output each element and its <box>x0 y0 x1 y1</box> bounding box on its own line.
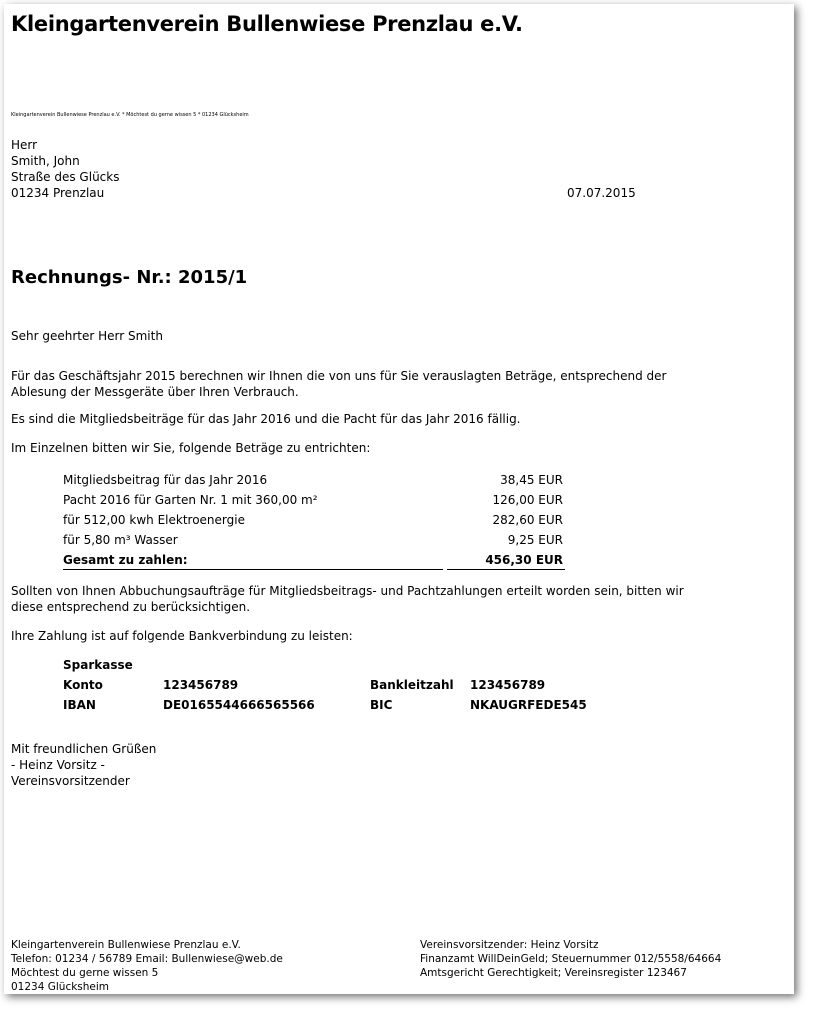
recipient-street: Straße des Glücks <box>11 170 120 184</box>
table-row <box>63 490 565 510</box>
total-label: Gesamt zu zahlen: <box>63 553 188 567</box>
table-row <box>63 510 565 530</box>
konto-label: Konto <box>63 678 103 692</box>
signer-role: Vereinsvorsitzender <box>11 774 130 788</box>
footer-line: Finanzamt WillDeinGeld; Steuernummer 012/5558/64664 <box>420 953 722 965</box>
footer-line: 01234 Glücksheim <box>11 981 110 993</box>
iban-value: DE0165544666565566 <box>163 698 315 712</box>
footer-line: Möchtest du gerne wissen 5 <box>11 967 159 979</box>
paragraph-direct-debit: Sollten von Ihnen Abbuchungsaufträge für Mitgliedsbeitrags- und Pachtzahlungen erteilt worden sein, bitten wir diese entsprechend zu berücksichtigen. <box>11 584 684 614</box>
item-description: Mitgliedsbeitrag für das Jahr 2016 <box>63 473 268 487</box>
total-row <box>63 550 565 570</box>
item-amount: 38,45 EUR <box>500 473 563 487</box>
item-description: Pacht 2016 für Garten Nr. 1 mit 360,00 m² <box>63 493 318 507</box>
item-description: für 512,00 kwh Elektroenergie <box>63 513 245 527</box>
bank-name: Sparkasse <box>63 658 133 672</box>
recipient-city: 01234 Prenzlau <box>11 186 105 200</box>
paragraph-bank-intro: Ihre Zahlung ist auf folgende Bankverbindung zu leisten: <box>11 629 353 643</box>
item-amount: 282,60 EUR <box>492 513 563 527</box>
total-amount-underline <box>447 569 565 570</box>
organization-title: Kleingartenverein Bullenwiese Prenzlau e.V. <box>11 12 523 36</box>
greeting: Sehr geehrter Herr Smith <box>11 329 163 343</box>
item-description: für 5,80 m³ Wasser <box>63 533 178 547</box>
total-label-underline <box>63 569 443 570</box>
total-amount: 456,30 EUR <box>485 553 563 567</box>
table-row <box>63 530 565 550</box>
footer-line: Vereinsvorsitzender: Heinz Vorsitz <box>420 939 599 951</box>
blz-value: 123456789 <box>470 678 546 692</box>
closing-regards: Mit freundlichen Grüßen <box>11 742 157 756</box>
konto-value: 123456789 <box>163 678 239 692</box>
blz-label: Bankleitzahl <box>370 678 454 692</box>
invoice-page <box>4 4 794 994</box>
paragraph-fees-due: Es sind die Mitgliedsbeiträge für das Jahr 2016 und die Pacht für das Jahr 2016 fällig. <box>11 412 521 426</box>
recipient-name: Smith, John <box>11 154 80 168</box>
paragraph-itemized-intro: Im Einzelnen bitten wir Sie, folgende Beträge zu entrichten: <box>11 441 371 455</box>
paragraph-fiscal-year: Für das Geschäftsjahr 2015 berechnen wir Ihnen die von uns für Sie verauslagten Beträge, entsprechend der Ablesung der Messgeräte über Ihren Verbrauch. <box>11 369 667 399</box>
invoice-number-title: Rechnungs- Nr.: 2015/1 <box>11 267 248 288</box>
iban-label: IBAN <box>63 698 96 712</box>
footer-line: Telefon: 01234 / 56789 Email: Bullenwiese@web.de <box>11 953 283 965</box>
letter-date: 07.07.2015 <box>567 186 636 200</box>
invoice-items-table <box>63 470 565 570</box>
signer-name: - Heinz Vorsitz - <box>11 758 105 772</box>
bic-value: NKAUGRFEDE545 <box>470 698 587 712</box>
recipient-salutation: Herr <box>11 138 38 152</box>
item-amount: 126,00 EUR <box>492 493 563 507</box>
bic-label: BIC <box>370 698 393 712</box>
item-amount: 9,25 EUR <box>507 533 563 547</box>
footer-line: Amtsgericht Gerechtigkeit; Vereinsregister 123467 <box>420 967 687 979</box>
sender-address-line: Kleingartenverein Bullenwiese Prenzlau e.V. * Möchtest du gerne wissen 5 * 01234 Glücksheim <box>11 112 249 118</box>
footer-line: Kleingartenverein Bullenwiese Prenzlau e.V. <box>11 939 241 951</box>
table-row <box>63 470 565 490</box>
